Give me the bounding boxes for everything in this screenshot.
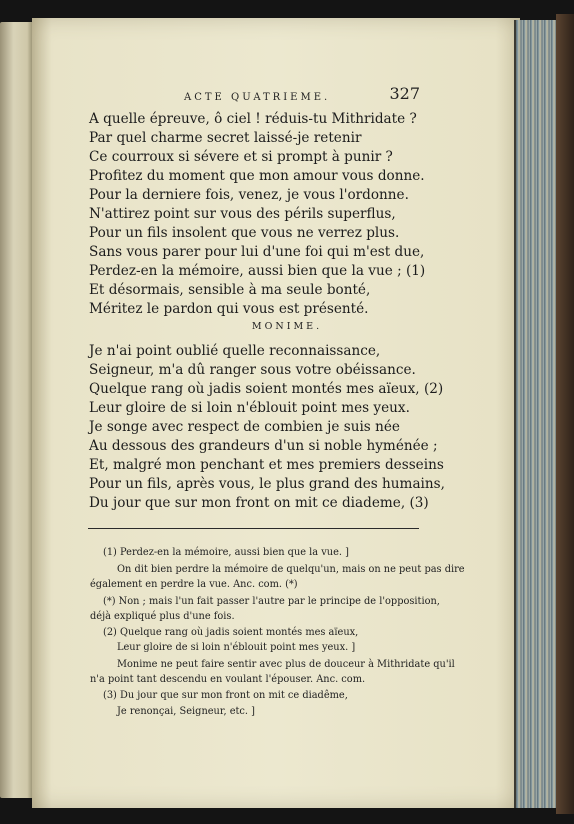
verse-line: Quelque rang où jadis soient montés mes aïeux, (2) <box>89 381 444 397</box>
footnote-line: (2) Quelque rang où jadis soient montés mes aïeux, <box>103 627 359 638</box>
verse-line: Profitez du moment que mon amour vous donne. <box>89 168 425 184</box>
verse-line: Perdez-en la mémoire, aussi bien que la vue ; (1) <box>89 263 426 279</box>
page-number: 327 <box>389 84 420 103</box>
facing-page-edge <box>0 22 34 798</box>
footnote-line: Leur gloire de si loin n'éblouit point mes yeux. ] <box>117 642 356 653</box>
verse-line: Et, malgré mon penchant et mes premiers desseins <box>89 457 444 473</box>
verse-line: Et désormais, sensible à ma seule bonté, <box>89 282 371 298</box>
verse-line: Méritez le pardon qui vous est présenté. <box>89 301 369 317</box>
verse-line: Au dessous des grandeurs d'un si noble hyménée ; <box>89 438 438 454</box>
page-block-edges <box>514 20 562 808</box>
speaker-name: MONIME. <box>251 321 323 332</box>
verse-line: N'attirez point sur vous des périls superflus, <box>89 206 396 222</box>
footnote-line: (*) Non ; mais l'un fait passer l'autre par le principe de l'opposition, <box>103 596 440 607</box>
verse-line: Pour un fils insolent que vous ne verrez plus. <box>89 225 400 241</box>
footnote-line: également en perdre la vue. Anc. com. (*) <box>90 579 298 590</box>
verse-line: Pour un fils, après vous, le plus grand des humains, <box>89 476 445 492</box>
verse-line: Leur gloire de si loin n'éblouit point mes yeux. <box>89 400 410 416</box>
footnote-line: Monime ne peut faire sentir avec plus de douceur à Mithridate qu'il <box>117 659 455 670</box>
verse-line: Je n'ai point oublié quelle reconnaissance, <box>89 343 381 359</box>
verse-line: Par quel charme secret laissé-je retenir <box>89 130 362 146</box>
verse-line: Du jour que sur mon front on mit ce diademe, (3) <box>89 495 429 511</box>
running-head: ACTE QUATRIEME. <box>184 92 331 103</box>
verse-line: Je songe avec respect de combien je suis née <box>89 419 400 435</box>
footnote-rule <box>88 528 419 529</box>
verse-line: A quelle épreuve, ô ciel ! réduis-tu Mithridate ? <box>89 111 417 127</box>
footnote-line: n'a point tant descendu en voulant l'épouser. Anc. com. <box>90 674 366 685</box>
verse-line: Sans vous parer pour lui d'une foi qui m'est due, <box>89 244 425 260</box>
book-cover <box>556 14 574 814</box>
footnote-line: déjà expliqué plus d'une fois. <box>90 611 235 622</box>
footnote-line: On dit bien perdre la mémoire de quelqu'un, mais on ne peut pas dire <box>117 564 465 575</box>
footnote-line: (1) Perdez-en la mémoire, aussi bien que la vue. ] <box>103 547 349 558</box>
page-header <box>150 84 420 108</box>
verse-line: Pour la derniere fois, venez, je vous l'ordonne. <box>89 187 409 203</box>
footnote-line: Je renonçai, Seigneur, etc. ] <box>117 706 255 717</box>
footnote-line: (3) Du jour que sur mon front on mit ce diadême, <box>103 690 348 701</box>
verse-line: Seigneur, m'a dû ranger sous votre obéissance. <box>89 362 416 378</box>
verse-line: Ce courroux si sévere et si prompt à punir ? <box>89 149 393 165</box>
